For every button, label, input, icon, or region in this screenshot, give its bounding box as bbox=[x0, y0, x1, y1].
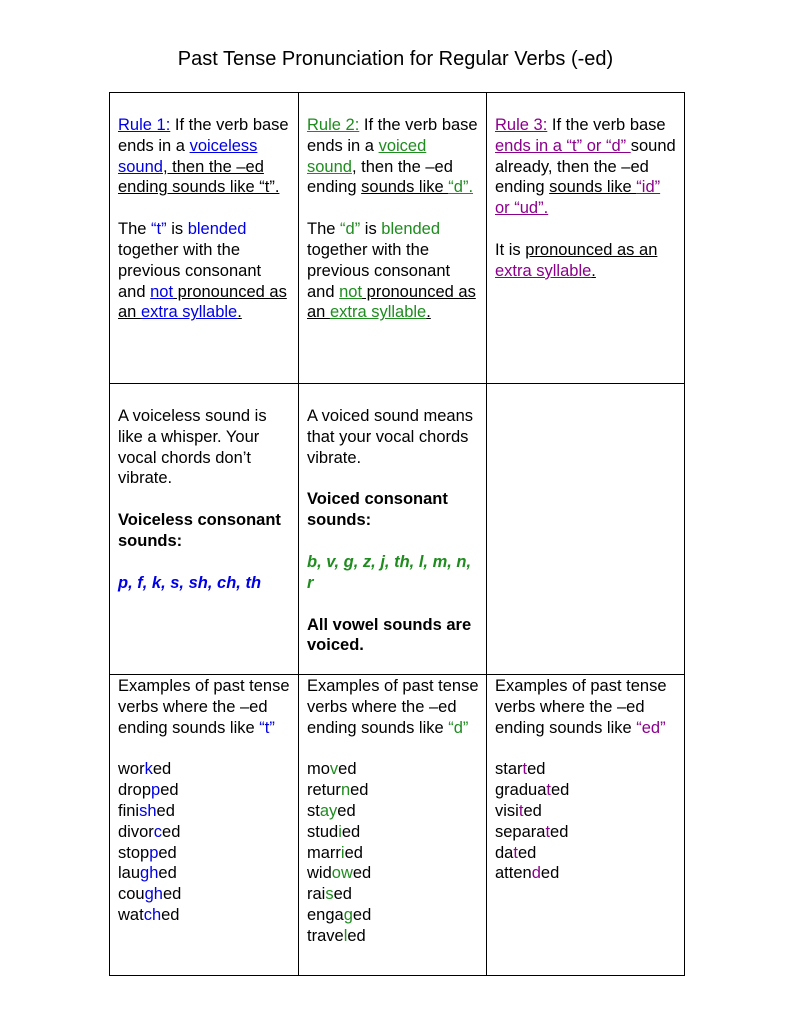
highlighted-sound: k bbox=[144, 760, 153, 779]
highlighted-sound: v bbox=[329, 760, 339, 779]
word-stem: st bbox=[307, 801, 320, 820]
word-ending: ed bbox=[161, 905, 180, 924]
examples-ed-cell bbox=[487, 675, 685, 976]
word-stem: wat bbox=[118, 905, 144, 924]
word-stem: gradua bbox=[495, 781, 547, 800]
highlighted-sound: p bbox=[149, 843, 159, 862]
vowels-note: All vowel sounds are voiced. bbox=[307, 615, 472, 655]
example-word bbox=[118, 780, 292, 801]
word-stem: stud bbox=[307, 822, 339, 841]
text: is bbox=[166, 220, 188, 239]
voiced-sounds-list: b, v, g, z, j, th, l, m, n, r bbox=[307, 552, 472, 592]
rule1-ending: , then the –ed ending sounds like “t”. bbox=[118, 157, 280, 197]
voiceless-sounds-list: p, f, k, s, sh, ch, th bbox=[118, 573, 262, 592]
example-word bbox=[495, 780, 678, 801]
word-ending: ed bbox=[350, 781, 369, 800]
text: Examples of past tense verbs where the –ed ending sounds like bbox=[118, 677, 290, 737]
rule3-label: Rule 3: bbox=[495, 116, 548, 134]
word-ending: ed bbox=[162, 822, 181, 841]
word-ending: ed bbox=[156, 801, 175, 820]
example-word bbox=[307, 801, 480, 822]
voiceless-sound-link: voiceless sound bbox=[118, 136, 258, 176]
extra-syllable: extra syllable bbox=[495, 261, 592, 280]
example-word bbox=[118, 843, 292, 864]
word-stem: wid bbox=[307, 864, 332, 883]
rule2-text: If the verb base ends in a bbox=[307, 116, 478, 155]
voiced-description: A voiced sound means that your vocal chords vibrate. bbox=[307, 407, 474, 467]
word-ending: ed bbox=[158, 864, 177, 883]
text: pronounced as an bbox=[307, 282, 476, 322]
highlighted-sound: g bbox=[343, 905, 353, 924]
example-word bbox=[118, 863, 292, 884]
rule2-ending: , then the –ed ending bbox=[307, 157, 453, 197]
text: together with the previous consonant and bbox=[307, 240, 451, 301]
voiceless-heading: Voiceless consonant sounds: bbox=[118, 511, 281, 550]
highlighted-sound: t bbox=[522, 760, 528, 779]
word-stem: trave bbox=[307, 926, 344, 945]
word-stem: enga bbox=[307, 905, 344, 924]
word-stem: drop bbox=[118, 781, 152, 800]
d-sound: “d”. bbox=[448, 178, 474, 197]
voiced-heading: Voiced consonant sounds: bbox=[307, 490, 448, 530]
rule2-label: Rule 2: bbox=[307, 116, 360, 134]
ends-in-t-or-d: ends in a “t” or “d” bbox=[495, 136, 631, 155]
voiced-sound-link: voiced sound bbox=[307, 136, 427, 176]
word-ending: ed bbox=[347, 926, 366, 945]
rule1-blend-paragraph bbox=[118, 219, 292, 323]
not-word: not bbox=[339, 282, 363, 301]
example-word bbox=[307, 780, 480, 801]
example-word bbox=[307, 822, 480, 843]
highlighted-sound: t bbox=[518, 801, 524, 820]
highlighted-sound: t bbox=[513, 843, 518, 862]
highlighted-sound: c bbox=[153, 822, 163, 841]
example-word bbox=[495, 801, 678, 822]
word-stem: wor bbox=[118, 760, 145, 779]
example-word bbox=[495, 822, 678, 843]
voiced-cell bbox=[299, 384, 487, 675]
examples-t-intro bbox=[118, 676, 292, 738]
blended-word: blended bbox=[187, 220, 247, 239]
highlighted-sound: ow bbox=[331, 864, 353, 883]
word-ending: ed bbox=[158, 843, 177, 862]
word-stem: da bbox=[495, 843, 514, 862]
word-stem: cou bbox=[118, 885, 145, 904]
t-sound: “t” bbox=[259, 718, 275, 737]
examples-ed-intro bbox=[495, 676, 678, 738]
rule3-text: If the verb base bbox=[547, 116, 666, 134]
word-stem: visi bbox=[495, 801, 519, 820]
example-word bbox=[118, 905, 292, 926]
rule3-syllable-paragraph bbox=[495, 240, 678, 282]
blended-word: blended bbox=[381, 220, 441, 239]
word-ending: ed bbox=[517, 843, 537, 862]
word-ending: ed bbox=[338, 760, 357, 779]
word-ending: ed bbox=[352, 864, 372, 883]
rules-table bbox=[109, 92, 685, 976]
word-stem: retur bbox=[307, 781, 341, 800]
rule1-label: Rule 1: bbox=[118, 116, 171, 134]
word-stem: separa bbox=[495, 822, 546, 841]
highlighted-sound: i bbox=[340, 843, 345, 862]
rule2-paragraph bbox=[307, 115, 480, 198]
rule1-cell bbox=[110, 93, 299, 384]
word-stem: divor bbox=[118, 822, 154, 841]
example-word bbox=[307, 926, 480, 947]
text: is bbox=[360, 220, 382, 239]
rules-row bbox=[110, 93, 685, 384]
word-stem: stop bbox=[118, 843, 150, 862]
id-ud-sound: “id” or “ud”. bbox=[495, 178, 661, 218]
text: together with the previous consonant and bbox=[118, 240, 262, 301]
word-ending: ed bbox=[162, 885, 182, 904]
empty-cell bbox=[487, 384, 685, 675]
example-word bbox=[307, 905, 480, 926]
highlighted-sound: ay bbox=[319, 801, 338, 820]
sounds-row bbox=[110, 384, 685, 675]
not-word: not bbox=[150, 282, 174, 301]
word-stem: marr bbox=[307, 843, 341, 862]
example-word bbox=[118, 801, 292, 822]
text: sound already, then the –ed ending bbox=[495, 136, 676, 197]
rule2-cell bbox=[299, 93, 487, 384]
ed-sound: “ed” bbox=[636, 718, 666, 737]
text: Examples of past tense verbs where the –ed ending sounds like bbox=[495, 677, 667, 737]
highlighted-sound: s bbox=[325, 885, 334, 904]
word-ending: ed bbox=[344, 843, 363, 862]
word-ending: ed bbox=[540, 864, 560, 883]
examples-d-list bbox=[307, 759, 480, 946]
word-ending: ed bbox=[333, 885, 352, 904]
voiceless-cell bbox=[110, 384, 299, 675]
highlighted-sound: l bbox=[343, 926, 348, 945]
word-stem: atten bbox=[495, 864, 532, 883]
word-stem: star bbox=[495, 760, 523, 779]
voiceless-description: A voiceless sound is like a whisper. Your vocal chords don’t vibrate. bbox=[118, 407, 267, 488]
example-word bbox=[118, 759, 292, 780]
page-title: Past Tense Pronunciation for Regular Verbs (-ed) bbox=[177, 48, 614, 70]
highlighted-sound: ch bbox=[143, 905, 162, 924]
highlighted-sound: gh bbox=[140, 864, 159, 883]
word-ending: ed bbox=[550, 781, 570, 800]
t-sound: “t” bbox=[151, 220, 167, 239]
example-word bbox=[495, 759, 678, 780]
word-stem: lau bbox=[118, 864, 141, 883]
word-ending: ed bbox=[341, 822, 361, 841]
word-ending: ed bbox=[352, 905, 372, 924]
rule2-blend-paragraph bbox=[307, 219, 480, 323]
highlighted-sound: t bbox=[546, 781, 551, 800]
highlighted-sound: p bbox=[151, 781, 161, 800]
word-stem: rai bbox=[307, 885, 326, 904]
examples-ed-list bbox=[495, 759, 678, 884]
text: The bbox=[118, 220, 152, 239]
word-stem: fini bbox=[118, 801, 140, 820]
examples-t-cell bbox=[110, 675, 299, 976]
extra-syllable: extra syllable bbox=[140, 303, 238, 322]
example-word bbox=[118, 822, 292, 843]
rule3-cell bbox=[487, 93, 685, 384]
word-stem: mo bbox=[307, 760, 330, 779]
word-ending: ed bbox=[160, 781, 179, 800]
highlighted-sound: gh bbox=[144, 885, 163, 904]
rule1-text: If the verb base ends in a bbox=[118, 116, 289, 155]
word-ending: ed bbox=[523, 801, 542, 820]
rule3-paragraph bbox=[495, 115, 678, 219]
examples-row bbox=[110, 675, 685, 976]
example-word bbox=[307, 759, 480, 780]
text: It is bbox=[495, 240, 526, 259]
text: sounds like bbox=[361, 178, 449, 197]
text: The bbox=[307, 220, 341, 239]
text: sounds like bbox=[549, 178, 637, 197]
examples-t-list bbox=[118, 759, 292, 925]
extra-syllable: extra syllable bbox=[329, 303, 427, 322]
examples-d-cell bbox=[299, 675, 487, 976]
text: . bbox=[426, 303, 431, 322]
highlighted-sound: n bbox=[340, 781, 351, 800]
text: . bbox=[591, 261, 596, 280]
d-sound: “d” bbox=[340, 220, 361, 239]
example-word bbox=[495, 863, 678, 884]
text: pronounced as an bbox=[118, 282, 287, 322]
example-word bbox=[118, 884, 292, 905]
example-word bbox=[307, 863, 480, 884]
highlighted-sound: i bbox=[338, 822, 342, 841]
highlighted-sound: d bbox=[531, 864, 541, 883]
example-word bbox=[495, 843, 678, 864]
text: Examples of past tense verbs where the –ed ending sounds like bbox=[307, 677, 479, 737]
highlighted-sound: sh bbox=[139, 801, 157, 820]
example-word bbox=[307, 843, 480, 864]
example-word bbox=[307, 884, 480, 905]
highlighted-sound: t bbox=[545, 822, 551, 841]
examples-d-intro bbox=[307, 676, 480, 738]
d-sound: “d” bbox=[448, 718, 469, 737]
word-ending: ed bbox=[550, 822, 569, 841]
text: pronounced as an bbox=[525, 240, 658, 259]
word-ending: ed bbox=[337, 801, 356, 820]
word-ending: ed bbox=[152, 760, 172, 779]
rule1-paragraph bbox=[118, 115, 292, 198]
text: . bbox=[237, 303, 242, 322]
word-ending: ed bbox=[527, 760, 546, 779]
